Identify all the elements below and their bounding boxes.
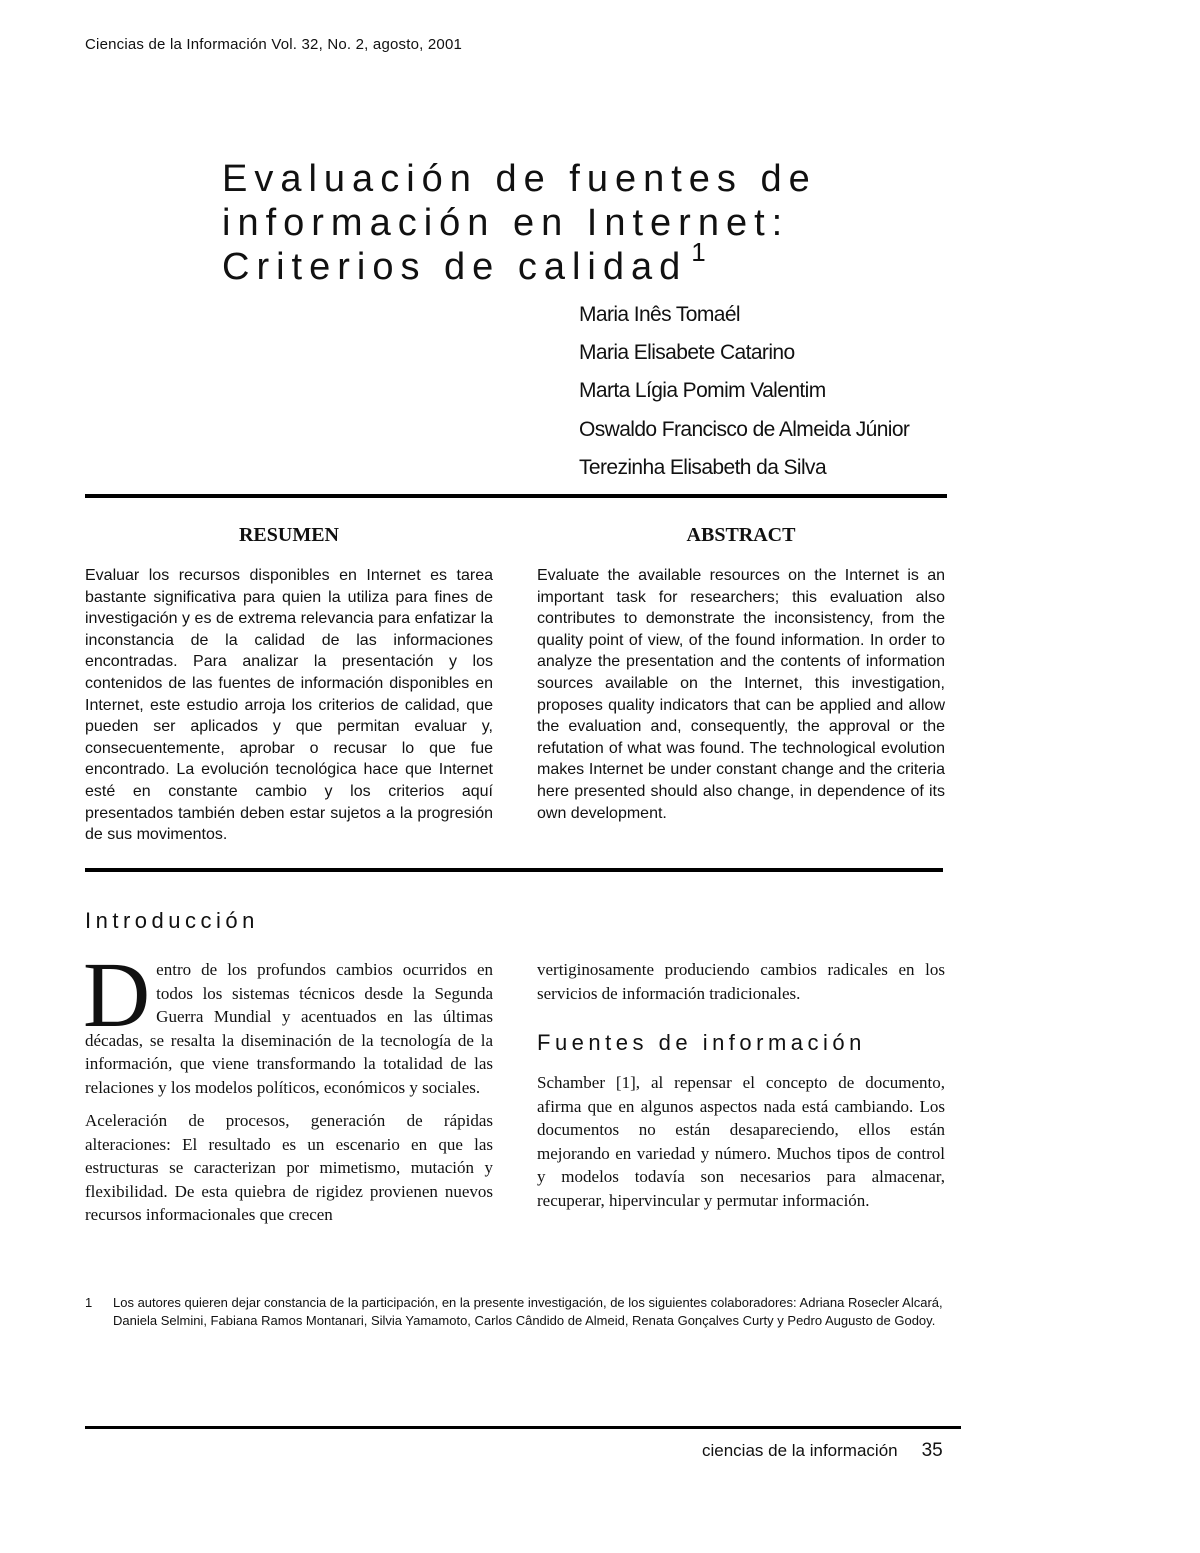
- introduccion-body: [83, 944, 493, 1237]
- running-header: Ciencias de la Información Vol. 32, No. 2, agosto, 2001: [85, 36, 463, 53]
- divider-mid: [85, 868, 943, 872]
- title-line-3-text: Criterios de calidad: [222, 246, 688, 288]
- author-list: [579, 296, 909, 487]
- abstract-heading: ABSTRACT: [686, 524, 796, 546]
- introduccion-paragraph-1: [83, 944, 493, 1099]
- author-2: Maria Elisabete Catarino: [579, 341, 795, 365]
- title-line-2: información en Internet:: [222, 202, 790, 244]
- page-number: 35: [921, 1440, 943, 1461]
- introduccion-continuation: vertiginosamente produciendo cambios radicales en los servicios de información tradicionales.: [537, 960, 945, 1003]
- footnote-text: Los autores quieren dejar constancia de la participación, en la presente investigación, de los siguientes colaboradores: Adriana Rosecler Alcará, Daniela Selmini, Fabiana Ramos Montanari, Silvia Yamamoto, Carlos Cândido de Almeid, Renata Gonçalves Curty y Pedro Augusto de Godoy.: [113, 1295, 943, 1328]
- author-3: Marta Lígia Pomim Valentim: [579, 379, 826, 403]
- resumen-heading: RESUMEN: [238, 524, 339, 546]
- introduccion-paragraph-2: Aceleración de procesos, generación de rápidas alteraciones: El resultado es un escenario en que las estructuras se caracterizan por mimetismo, mutación y flexibilidad. De esta quiebra de rigidez provienen nuevos recursos informacionales que crecen: [85, 1111, 493, 1224]
- title-line-3: [222, 237, 982, 292]
- fuentes-heading: Fuentes de información: [537, 1030, 866, 1055]
- fuentes-body: Schamber [1], al repensar el concepto de documento, afirma que en algunos aspectos nada está cambiando. Los documentos no están desapareciendo, ellos están mejorando en variedad y número. Muchos tipos de control y modelos todavía son necesarios para almacenar, recuperar, hipervincular y permutar información.: [537, 1073, 945, 1210]
- author-5: Terezinha Elisabeth da Silva: [579, 455, 827, 479]
- footnote-mark: 1: [85, 1295, 93, 1310]
- page-footer: [702, 1440, 943, 1462]
- divider-bottom: [85, 1426, 961, 1429]
- footer-journal: ciencias de la información: [702, 1441, 898, 1460]
- dropcap: D: [83, 944, 151, 1047]
- article-title: [222, 157, 982, 292]
- title-line-1: Evaluación de fuentes de: [222, 158, 817, 200]
- abstract-text: Evaluate the available resources on the Internet is an important task for researchers; this evaluation also contributes to demonstrate the inconsistency, from the quality point of view, of the found information. In order to analyze the presentation and the contents of information sources available on the Internet, this investigation, proposes quality indicators that can be applied and allow the evaluation and, consequently, the approval or the refutation of what was found. The technological evolution makes Internet be under constant change and the criteria here presented should also change, in dependence of its own development.: [537, 567, 945, 822]
- introduccion-paragraph-1-text: entro de los profundos cambios ocurridos en todos los sistemas técnicos desde la Segunda Guerra Mundial y acentuados en las últimas décadas, se resalta la diseminación de la tecnología de la información, que viene transformando la totalidad de las relaciones y los modelos políticos, económicos y sociales.: [85, 960, 493, 1097]
- footnote: [85, 1294, 965, 1330]
- author-4: Oswaldo Francisco de Almeida Júnior: [579, 417, 910, 441]
- introduccion-heading: Introducción: [85, 908, 259, 933]
- author-1: Maria Inês Tomaél: [579, 303, 740, 326]
- resumen-text: Evaluar los recursos disponibles en Internet es tarea bastante significativa para quien la utiliza para fines de investigación y es de extrema relevancia para enfatizar la inconstancia de la calidad de las informaciones encontradas. Para analizar la presentación y los contenidos de las fuentes de información disponibles en Internet, este estudio arroja los criterios de calidad, que pueden ser aplicados y que permitan evaluar y, consecuentemente, aprobar o recusar lo que fue encontrado. La evolución tecnológica hace que Internet esté en constante cambio y los criterios aquí presentados también deben estar sujetos a la progresión de sus movimentos.: [85, 567, 493, 844]
- divider-top: [85, 494, 947, 498]
- title-footnote-ref: 1: [691, 237, 706, 267]
